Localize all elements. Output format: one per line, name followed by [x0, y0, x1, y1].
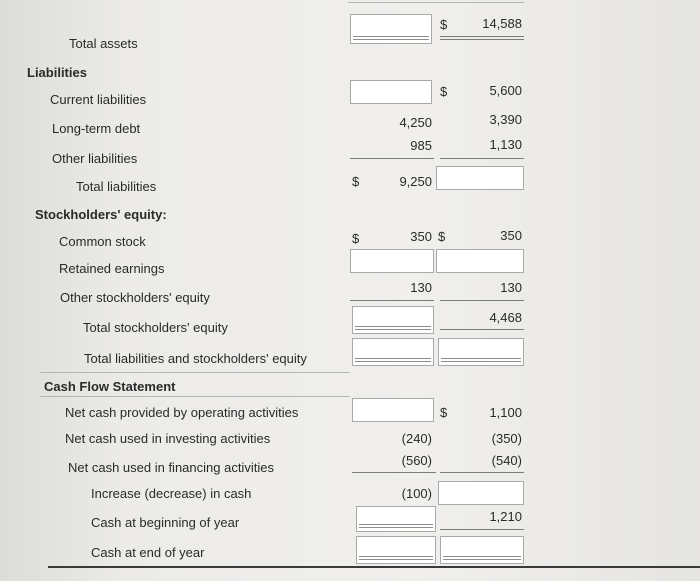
- ending-input-col2[interactable]: [440, 536, 524, 564]
- other-equity-label: Other stockholders' equity: [60, 290, 210, 305]
- liabilities-subtotal-rule-col2: [440, 158, 524, 159]
- liabilities-header: Liabilities: [27, 65, 87, 80]
- total-equity-label: Total stockholders' equity: [83, 320, 228, 335]
- operating-label: Net cash provided by operating activities: [65, 405, 299, 420]
- total-equity-rule-col2: [440, 329, 524, 330]
- other-equity-col2: 130: [500, 280, 522, 295]
- increase-input-col2[interactable]: [438, 481, 524, 505]
- total-assets-value: 14,588: [482, 16, 522, 31]
- total-liabilities-currency: $: [352, 174, 360, 189]
- total-liabilities-col1: 9,250: [399, 174, 432, 189]
- total-equity-input-col1[interactable]: [352, 306, 434, 334]
- cashflow-subtotal-rule-col2: [440, 472, 524, 473]
- financing-col2: (540): [491, 453, 522, 468]
- equity-subtotal-rule-col1: [350, 300, 434, 301]
- total-liab-equity-input-col2[interactable]: [438, 338, 524, 366]
- equity-header: Stockholders' equity:: [35, 207, 167, 222]
- long-term-debt-label: Long-term debt: [52, 121, 141, 136]
- total-assets-input-col1[interactable]: [350, 14, 432, 44]
- beginning-input-col1[interactable]: [356, 506, 436, 532]
- equity-subtotal-rule-col2: [440, 300, 524, 301]
- other-equity-col1: 130: [410, 280, 432, 295]
- other-liabilities-col2: 1,130: [489, 137, 522, 152]
- common-stock-currency-col2: $: [438, 229, 446, 244]
- total-assets-double-rule: [440, 36, 524, 40]
- current-liabilities-currency: $: [440, 84, 448, 99]
- current-liabilities-value: 5,600: [489, 83, 522, 98]
- common-stock-col1: 350: [410, 229, 432, 244]
- ending-label: Cash at end of year: [91, 545, 205, 560]
- beginning-rule-col2: [440, 529, 524, 530]
- common-stock-currency-col1: $: [352, 231, 360, 246]
- beginning-col2: 1,210: [489, 509, 522, 524]
- retained-earnings-input-col2[interactable]: [436, 249, 524, 273]
- operating-col2: 1,100: [489, 405, 522, 420]
- common-stock-label: Common stock: [59, 234, 146, 249]
- long-term-debt-col1: 4,250: [399, 115, 432, 130]
- increase-col1: (100): [401, 486, 432, 501]
- cashflow-subtotal-rule-col1: [352, 472, 436, 473]
- total-liabilities-label: Total liabilities: [76, 179, 157, 194]
- retained-earnings-input-col1[interactable]: [350, 249, 434, 273]
- common-stock-col2: 350: [500, 228, 522, 243]
- increase-label: Increase (decrease) in cash: [91, 486, 252, 501]
- total-liab-equity-label: Total liabilities and stockholders' equity: [84, 351, 307, 366]
- total-liab-equity-input-col1[interactable]: [352, 338, 434, 366]
- other-liabilities-col1: 985: [410, 138, 432, 153]
- beginning-label: Cash at beginning of year: [91, 515, 240, 530]
- total-equity-col2: 4,468: [489, 310, 522, 325]
- investing-col2: (350): [491, 431, 522, 446]
- financing-col1: (560): [401, 453, 432, 468]
- operating-input-col1[interactable]: [352, 398, 434, 422]
- cashflow-divider: [40, 372, 350, 373]
- total-assets-label: Total assets: [69, 36, 138, 51]
- liabilities-subtotal-rule-col1: [350, 158, 434, 159]
- current-liabilities-input[interactable]: [350, 80, 432, 104]
- bottom-border: [48, 566, 700, 568]
- cashflow-header: Cash Flow Statement: [44, 379, 176, 394]
- investing-label: Net cash used in investing activities: [65, 431, 271, 446]
- long-term-debt-col2: 3,390: [489, 112, 522, 127]
- cashflow-header-underline: [40, 396, 350, 397]
- financing-label: Net cash used in financing activities: [68, 460, 274, 475]
- ending-input-col1[interactable]: [356, 536, 436, 564]
- other-liabilities-label: Other liabilities: [52, 151, 138, 166]
- retained-earnings-label: Retained earnings: [59, 261, 165, 276]
- total-liabilities-input-col2[interactable]: [436, 166, 524, 190]
- operating-currency: $: [440, 405, 448, 420]
- total-assets-currency: $: [440, 17, 448, 32]
- investing-col1: (240): [401, 431, 432, 446]
- top-divider: [348, 2, 524, 3]
- current-liabilities-label: Current liabilities: [50, 92, 147, 107]
